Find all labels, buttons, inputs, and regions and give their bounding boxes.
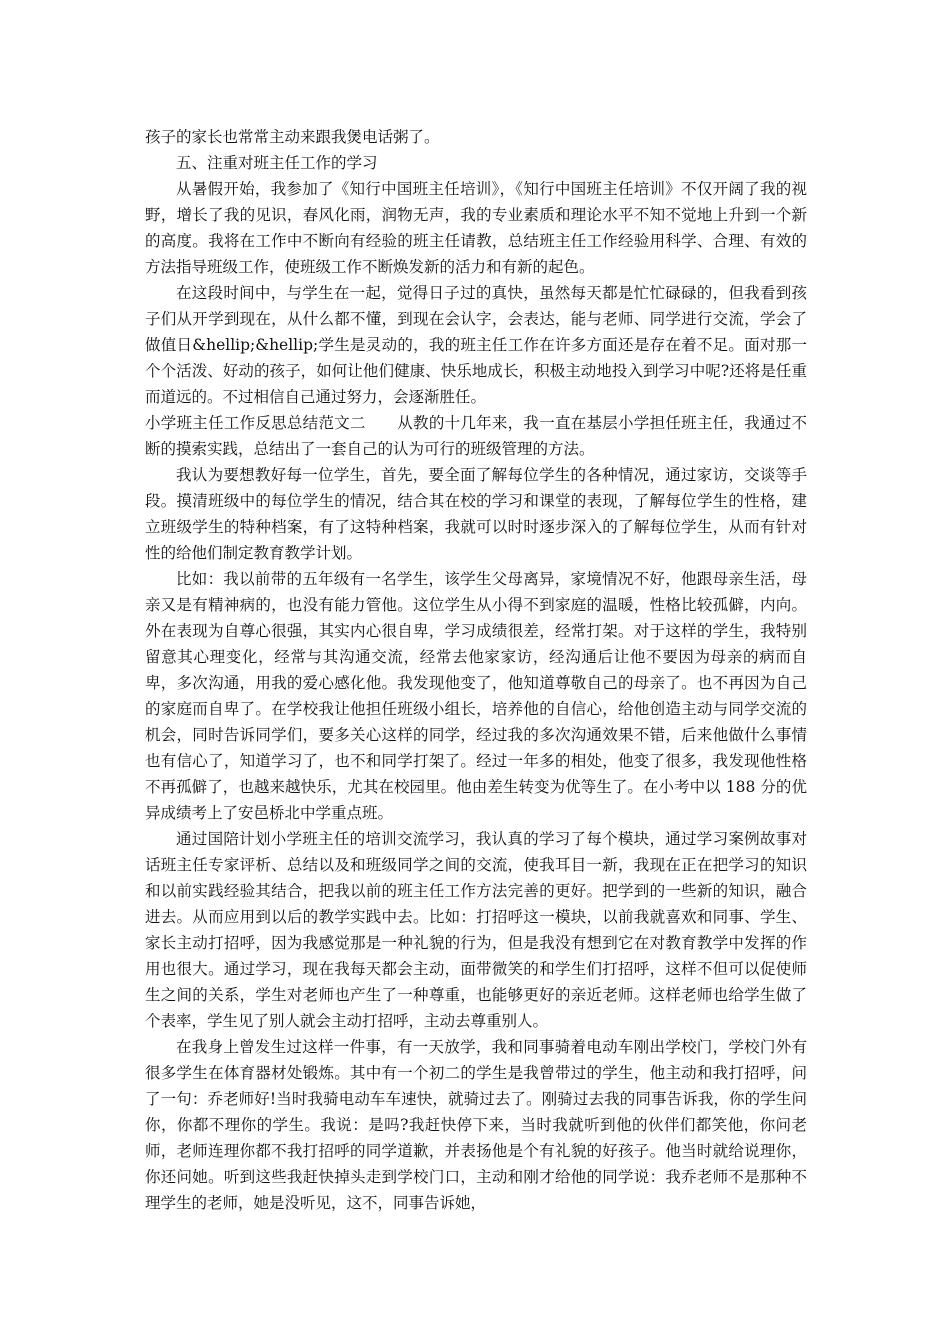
paragraph-sample-two-intro: 小学班主任工作反思总结范文二 从教的十几年来，我一直在基层小学担任班主任，我通过不断的摸索实践，总结出了一套自己的认为可行的班级管理的方法。 (145, 414, 807, 458)
paragraph-greeting-story: 在我身上曾发生过这样一件事，有一天放学，我和同事骑着电动车刚出学校门，学校门外有很多学生在体育器材处锻炼。其中有一个初二的学生是我曾带过的学生，他主动和我打招呼，问了一句：乔老师好!当时我骑电动车车速快，就骑过去了。刚骑过去我的同事告诉我，你的学生问你，你都不理你的学生。我说：是吗?我赶快停下来，当时我就听到他的伙伴们都笑他，你问老师，老师连理你都不我打招呼的同学道歉，并表扬他是个有礼貌的好孩子。他当时就给说理你，你还问她。听到这些我赶快掉头走到学校门口，主动和刚才给他的同学说：我乔老师不是那种不理学生的老师，她是没听见，这不，同事告诉她， (145, 1038, 807, 1212)
section-heading-five: 五、注重对班主任工作的学习 (176, 154, 378, 172)
paragraph-training: 从暑假开始，我参加了《知行中国班主任培训》，《知行中国班主任培训》不仅开阔了我的视野，增长了我的见识，春风化雨，润物无声，我的专业素质和理论水平不知不觉地上升到一个新的高度。我将在工作中不断向有经验的班主任请教，总结班主任工作经验用科学、合理、有效的方法指导班级工作，使班级工作不断焕发新的活力和有新的起色。 (145, 180, 807, 276)
paragraph-know-students: 我认为要想教好每一位学生，首先，要全面了解每位学生的各种情况，通过家访，交谈等手段。摸清班级中的每位学生的情况，结合其在校的学习和课堂的表现，了解每位学生的性格，建立班级学生的特种档案，有了这特种档案，我就可以时时逐步深入的了解每位学生，从而有针对性的给他们制定教育教学计划。 (145, 466, 807, 562)
paragraph-example-student: 比如：我以前带的五年级有一名学生，该学生父母离异，家境情况不好，他跟母亲生活，母亲又是有精神病的，也没有能力管他。这位学生从小得不到家庭的温暖，性格比较孤僻，内向。外在表现为自尊心很强，其实内心很自卑，学习成绩很差，经常打架。对于这样的学生，我特别留意其心理变化，经常与其沟通交流，经常去他家家访，经沟通后让他不要因为母亲的病而自卑，多次沟通，用我的爱心感化他。我发现他变了，他知道尊敬自己的母亲了。也不再因为自己的家庭而自卑了。在学校我让他担任班级小组长，培养他的自信心，给他创造主动与同学交流的机会，同时告诉同学们，要多关心这样的同学，经过我的多次沟通效果不错，后来他做什么事情也有信心了，知道学习了，也不和同学打架了。经过一年多的相处，他变了很多，我发现他性格不再孤僻了，也越来越快乐，尤其在校园里。他由差生转变为优等生了。在小考中以 188 分的优异成绩考上了安邑桥北中学重点班。 (145, 570, 807, 822)
paragraph-continuation: 孩子的家长也常常主动来跟我煲电话粥了。 (145, 128, 440, 146)
document-page (145, 124, 807, 1216)
paragraph-guopei-training: 通过国陪计划小学班主任的培训交流学习，我认真的学习了每个模块，通过学习案例故事对话班主任专家评析、总结以及和班级同学之间的交流，使我耳目一新，我现在正在把学习的知识和以前实践经验其结合，把我以前的班主任工作方法完善的更好。把学到的一些新的知识，融合进去。从而应用到以后的教学实践中去。比如：打招呼这一模块，以前我就喜欢和同事、学生、家长主动打招呼，因为我感觉那是一种礼貌的行为，但是我没有想到它在对教育教学中发挥的作用也很大。通过学习，现在我每天都会主动，面带微笑的和学生们打招呼，这样不但可以促使师生之间的关系，学生对老师也产生了一种尊重，也能够更好的亲近老师。这样老师也给学生做了个表率，学生见了别人就会主动打招呼，主动去尊重别人。 (145, 830, 807, 1030)
paragraph-reflection: 在这段时间中，与学生在一起，觉得日子过的真快，虽然每天都是忙忙碌碌的，但我看到孩子们从开学到现在，从什么都不懂，到现在会认字，会表达，能与老师、同学进行交流，学会了做值日&hellip;&hellip;学生是灵动的，我的班主任工作在许多方面还是存在着不足。面对那一个个活泼、好动的孩子，如何让他们健康、快乐地成长，积极主动地投入到学习中呢?还将是任重而道远的。不过相信自己通过努力，会逐渐胜任。 (145, 284, 807, 406)
